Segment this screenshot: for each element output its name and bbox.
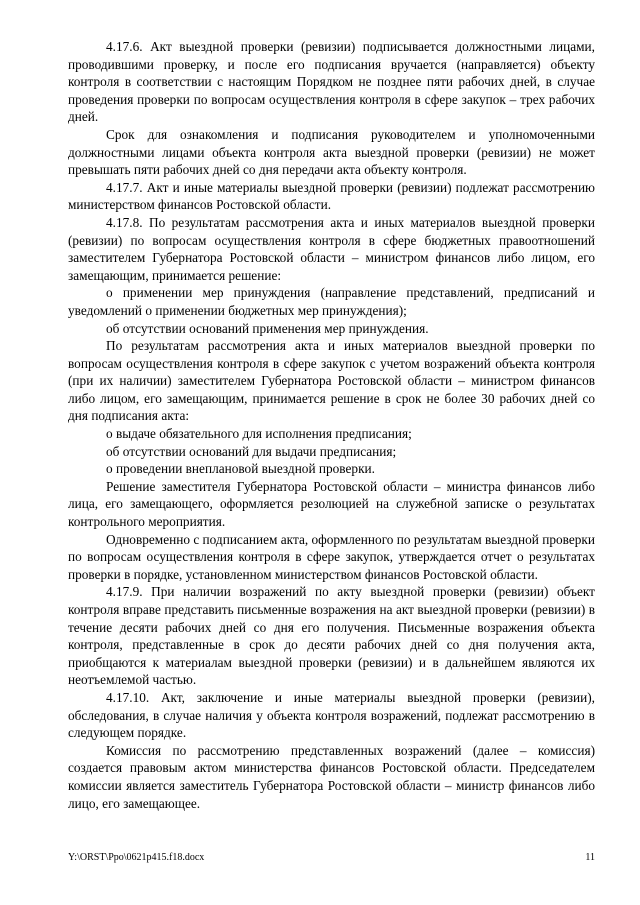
paragraph-report-approval: Одновременно с подписанием акта, оформленного по результатам выездной проверки по вопросам осуществления контроля в сфере закупок, утверждается отчет о результатах проверки в порядке, установленном министерством финансов Ростовской области. [68,531,595,582]
document-body [68,38,595,812]
paragraph-procurement-decision: По результатам рассмотрения акта и иных материалов выездной проверки по вопросам осуществления контроля в сфере закупок с учетом возражений объекта контроля (при их наличии) заместителем Губернатора Ростовской области – министром финансов либо лицом, его замещающим, принимается решение в срок не более 30 рабочих дней со дня подписания акта: [68,338,595,424]
paragraph-4-17-10: 4.17.10. Акт, заключение и иные материалы выездной проверки (ревизии), обследования, в случае наличия у объекта контроля возражений, подлежат рассмотрению в следующем порядке. [68,689,595,741]
paragraph-4-17-6: 4.17.6. Акт выездной проверки (ревизии) подписывается должностными лицами, проводившими проверку, и после его подписания вручается (направляется) объекту контроля в соответствии с настоящим Порядком не позднее пяти рабочих дней, в случае проведения проверки по вопросам осуществления контроля в сфере закупок – трех рабочих дней. [68,39,595,125]
list-item-issue-order: о выдаче обязательного для исполнения предписания; [106,426,412,442]
paragraph-4-17-7: 4.17.7. Акт и иные материалы выездной проверки (ревизии) подлежат рассмотрению министерством финансов Ростовской области. [68,179,595,213]
list-item-no-coercion-grounds: об отсутствии оснований применения мер принуждения. [106,320,429,336]
paragraph-commission: Комиссия по рассмотрению представленных возражений (далее – комиссия) создается правовым актом министерства финансов Ростовской области. Председателем комиссии является заместитель Губернатора Ростовской области – министр финансов либо лицо, его замещающее. [68,742,595,811]
paragraph-review-period: Срок для ознакомления и подписания руководителем и уполномоченными должностными лицами объекта контроля акта выездной проверки (ревизии) не может превышать пяти рабочих дней со дня передачи акта объекту контроля. [68,126,595,178]
paragraph-4-17-8: 4.17.8. По результатам рассмотрения акта и иных материалов выездной проверки (ревизии) по вопросам осуществления контроля в сфере бюджетных правоотношений заместителем Губернатора Ростовской области – министром финансов либо лицом, его замещающим, принимается решение: [68,214,595,283]
page-number: 11 [585,852,595,863]
list-item-unscheduled-inspection: о проведении внеплановой выездной проверки. [106,461,375,477]
list-item-no-order-grounds: об отсутствии оснований для выдачи предписания; [106,443,397,459]
file-path: Y:\ORST\Ppo\0621p415.f18.docx [68,852,205,863]
page-footer [68,852,595,864]
paragraph-decision-resolution: Решение заместителя Губернатора Ростовской области – министра финансов либо лица, его замещающего, оформляется резолюцией на служебной записке о результатах контрольного мероприятия. [68,478,595,530]
list-item-coercion-measures: о применении мер принуждения (направление представлений, предписаний и уведомлений о применении бюджетных мер принуждения); [68,285,595,318]
paragraph-4-17-9: 4.17.9. При наличии возражений по акту выездной проверки (ревизии) объект контроля вправе представить письменные возражения на акт выездной проверки (ревизии) в течение десяти рабочих дней со дня его получения. Письменные возражения объекта контроля, представленные в срок до десяти рабочих дней со дня получения акта, приобщаются к материалам выездной проверки (ревизии) и в дальнейшем являются их неотъемлемой частью. [68,584,595,688]
